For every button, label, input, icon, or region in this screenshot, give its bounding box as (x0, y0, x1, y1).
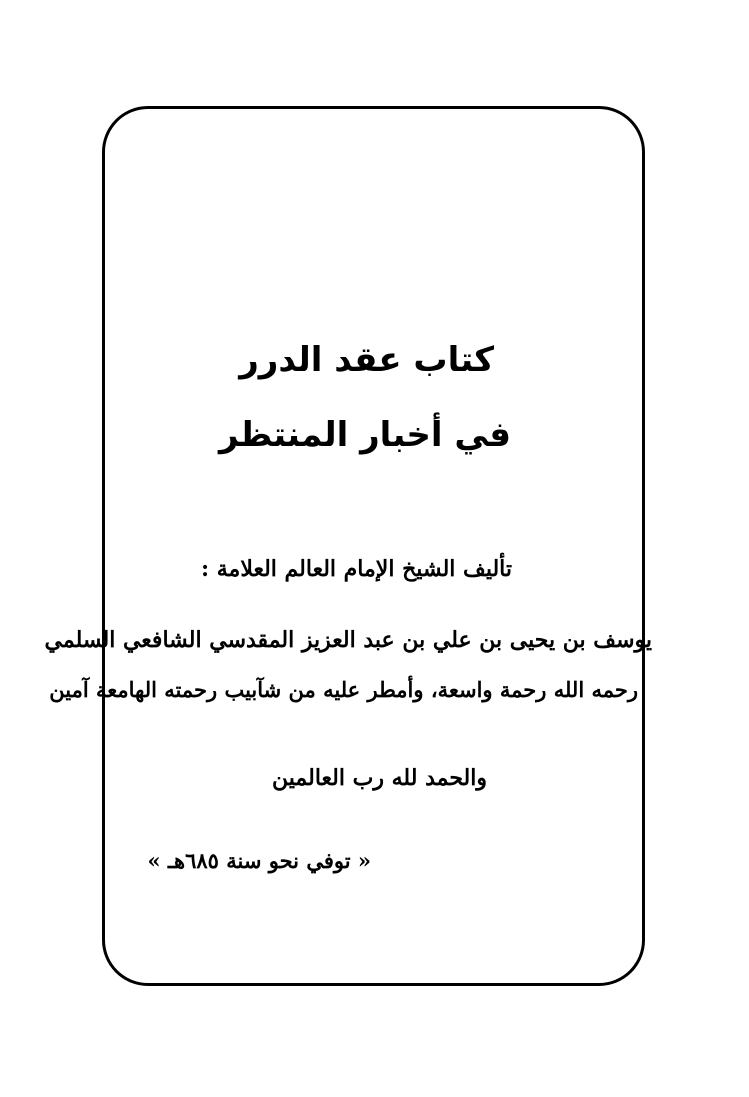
death-date-note: « توفي نحو سنة ٦٨٥هـ » (147, 848, 371, 873)
author-name: يوسف بن يحيى بن علي بن عبد العزيز المقدسي الشافعي السلمي (44, 627, 652, 653)
author-prayer: رحمه الله رحمة واسعة، وأمطر عليه من شآبيب رحمته الهامعة آمين (49, 677, 638, 702)
book-title-line-2: في أخبار المنتظر (219, 415, 511, 455)
book-title-line-1: كتاب عقد الدرر (239, 340, 494, 380)
praise-line: والحمد لله رب العالمين (272, 765, 487, 791)
author-intro: تأليف الشيخ الإمام العالم العلامة : (200, 556, 512, 582)
